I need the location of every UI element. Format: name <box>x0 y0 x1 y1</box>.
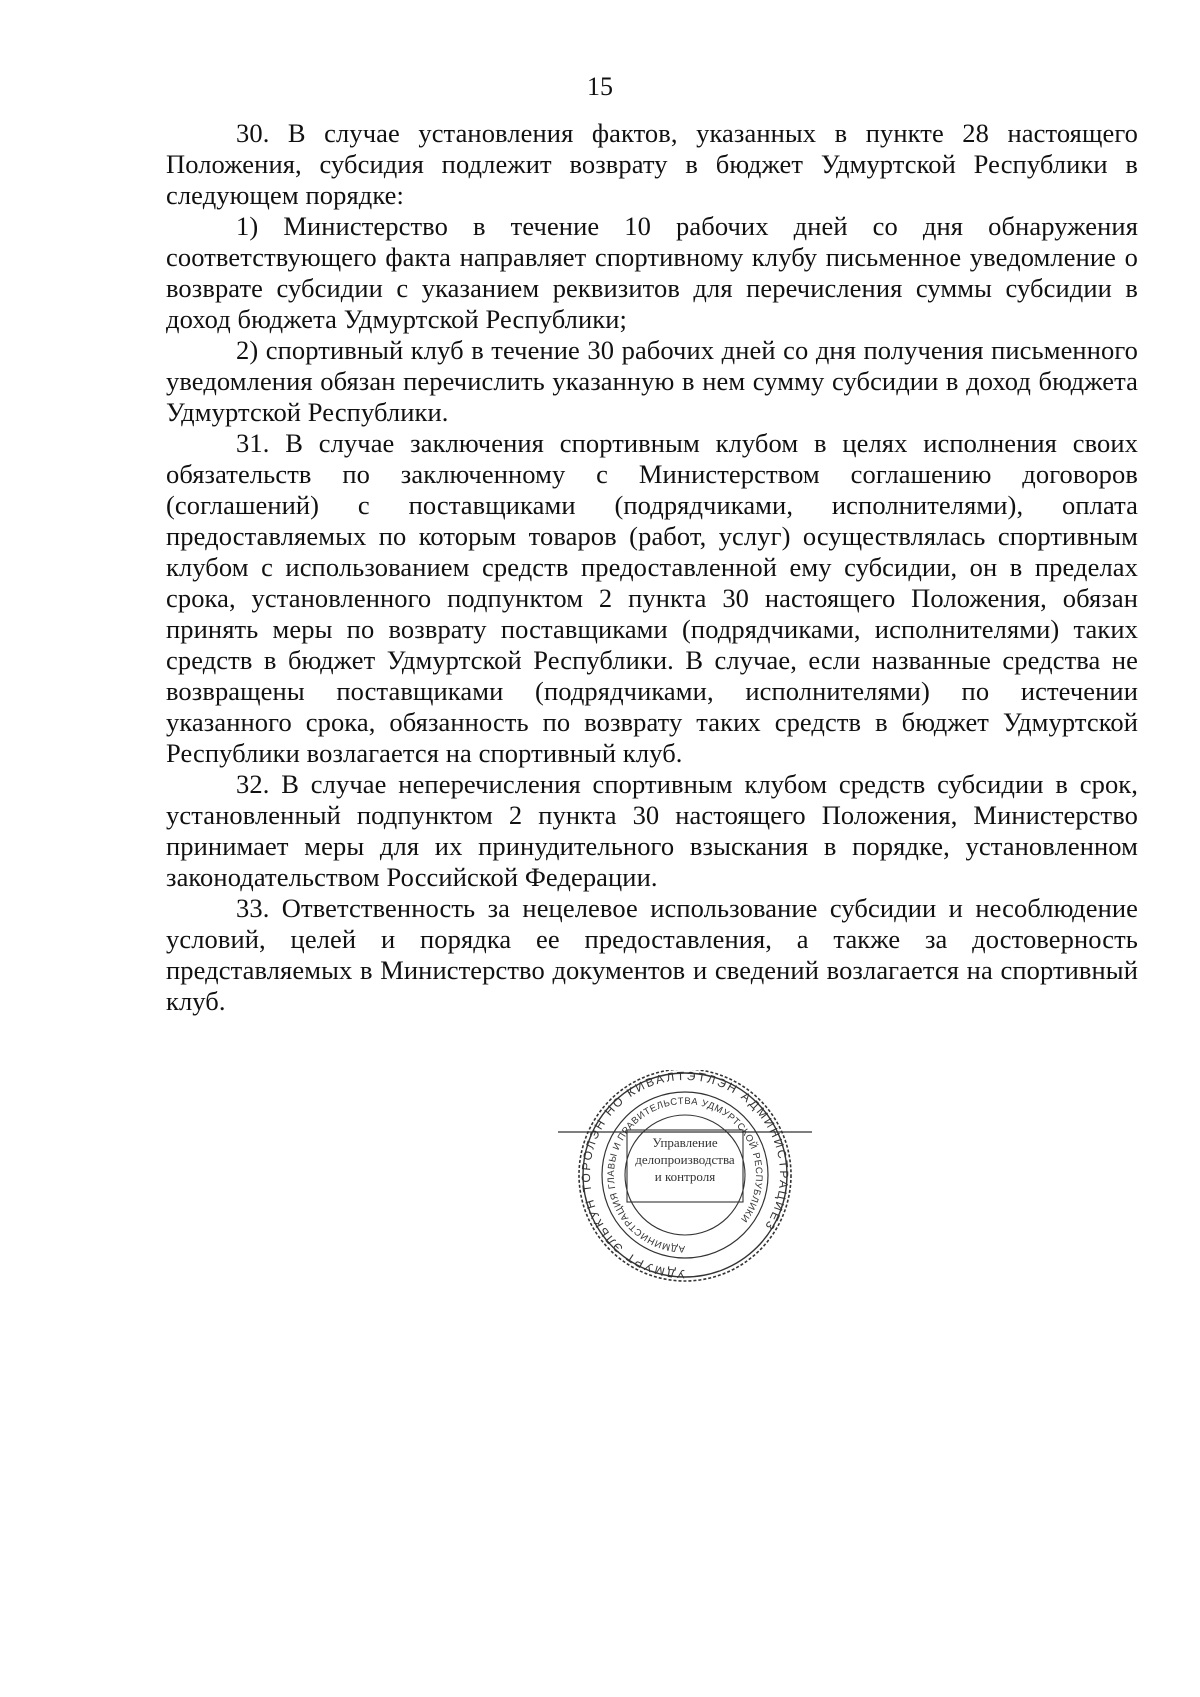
seal-outer-ring-text: УДМУРТ ЭЛЬКУН ТОРОЛЭН НО КИВАЛТЭТЛЭН АДМИНИСТРАЦИЕЗ <box>578 1070 792 1282</box>
paragraph-30-item-2: 2) спортивный клуб в течение 30 рабочих дней со дня получения письменного уведомления обязан перечислить указанную в нем сумму субсидии в доход бюджета Удмуртской Республики. <box>166 335 1138 427</box>
paragraph-30-item-1: 1) Министерство в течение 10 рабочих дней со дня обнаружения соответствующего факта направляет спортивному клубу письменное уведомление о возврате субсидии с указанием реквизитов для перечисления суммы субсидии в доход бюджета Удмуртской Республики; <box>166 211 1138 334</box>
paragraph-31: 31. В случае заключения спортивным клубом в целях исполнения своих обязательств по заключенному с Министерством соглашению договоров (соглашений) с поставщиками (подрядчиками, исполнителями), оплата предоставляемых по которым товаров (работ, услуг) осуществлялась спортивным клубом с использованием средств предоставленной ему субсидии, он в пределах срока, установленного подпунктом 2 пункта 30 настоящего Положения, обязан принять меры по возврату поставщиками (подрядчиками, исполнителями) таких средств в бюджет Удмуртской Республики. В случае, если названные средства не возвращены поставщиками (подрядчиками, исполнителями) по истечении указанного срока, обязанность по возврату таких средств в бюджет Удмуртской Республики возлагается на спортивный клуб. <box>166 428 1138 768</box>
seal-inner-ring-text: АДМИНИСТРАЦИЯ ГЛАВЫ И ПРАВИТЕЛЬСТВА УДМУРТСКОЙ РЕСПУБЛИКИ <box>605 1095 765 1255</box>
official-seal-stamp <box>550 1070 820 1290</box>
document-body <box>166 118 1138 1017</box>
seal-center-line-2: делопроизводства <box>635 1152 735 1167</box>
paragraph-30: 30. В случае установления фактов, указанных в пункте 28 настоящего Положения, субсидия подлежит возврату в бюджет Удмуртской Республики в следующем порядке: <box>166 118 1138 210</box>
paragraph-32: 32. В случае неперечисления спортивным клубом средств субсидии в срок, установленный подпунктом 2 пункта 30 настоящего Положения, Министерство принимает меры для их принудительного взыскания в порядке, установленном законодательством Российской Федерации. <box>166 769 1138 892</box>
paragraph-33: 33. Ответственность за нецелевое использование субсидии и несоблюдение условий, целей и порядка ее предоставления, а также за достоверность представляемых в Министерство документов и сведений возлагается на спортивный клуб. <box>166 893 1138 1016</box>
seal-center-line-1: Управление <box>652 1135 718 1150</box>
seal-graphic <box>550 1070 820 1290</box>
seal-center-line-3: и контроля <box>654 1169 716 1184</box>
page-number: 15 <box>587 72 613 101</box>
